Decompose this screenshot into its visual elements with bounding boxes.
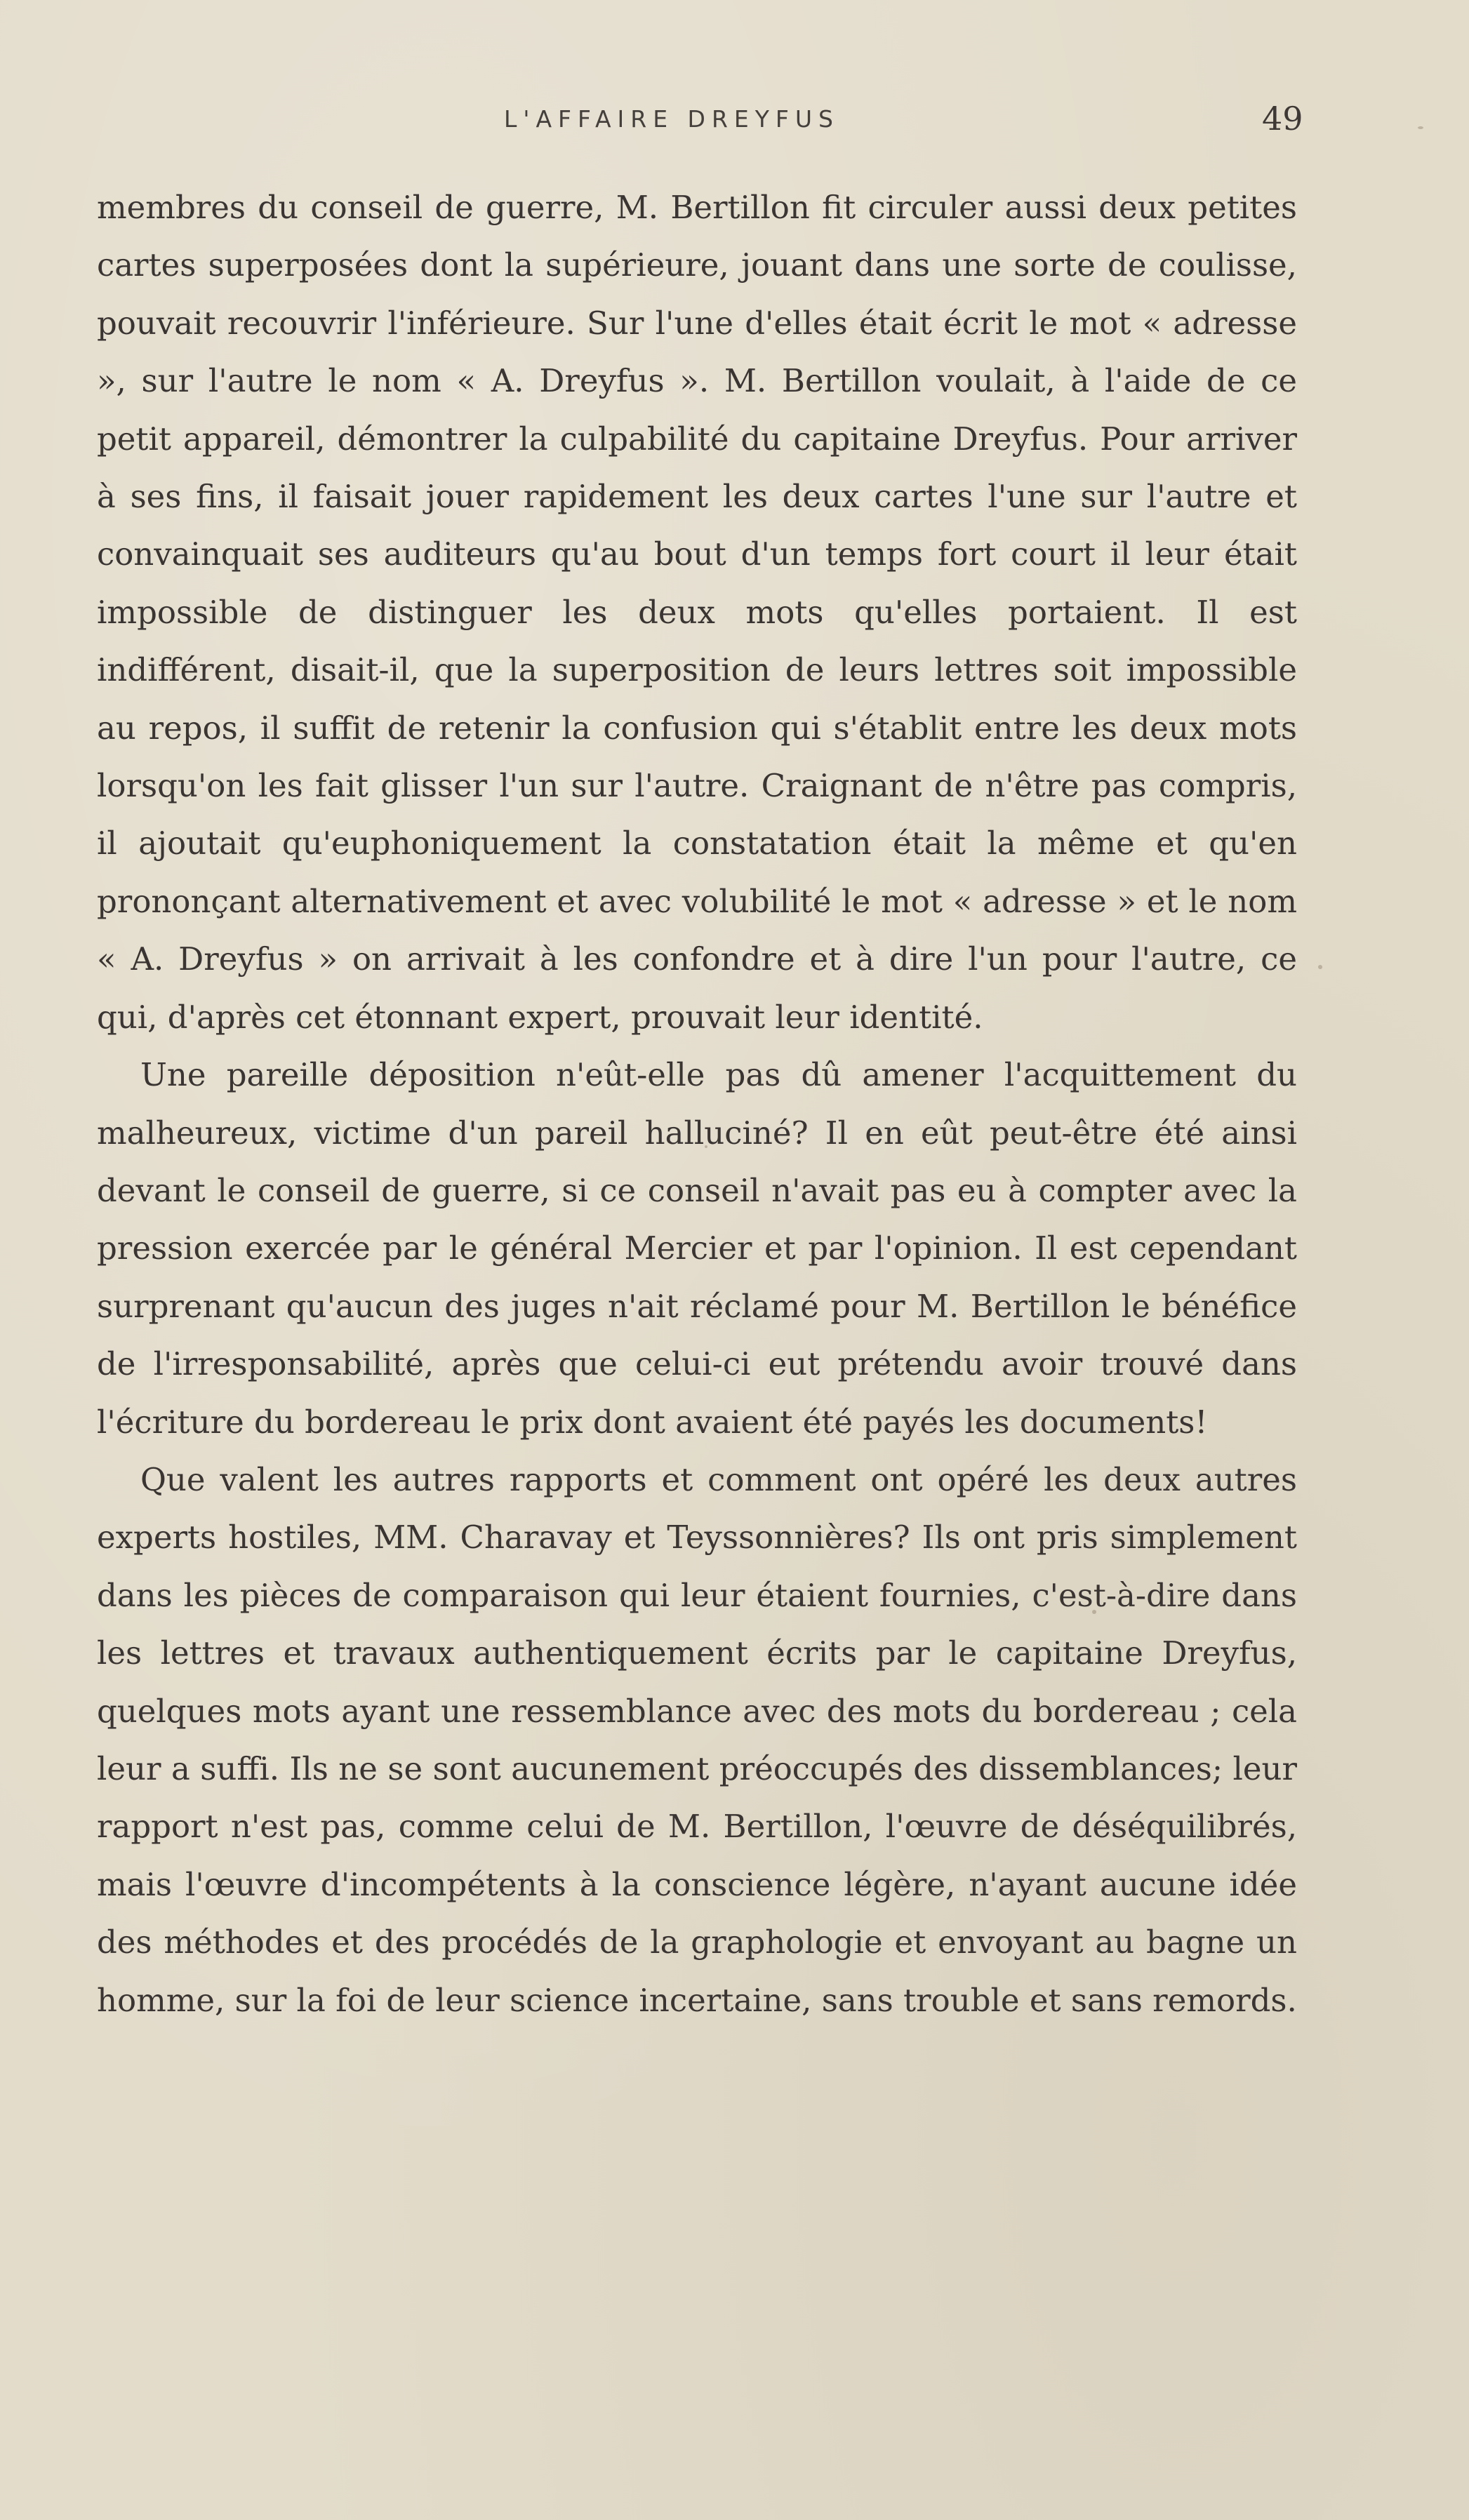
paper-speck: [1318, 965, 1322, 969]
paragraph-continuation: membres du conseil de guerre, M. Bertillon fit circuler aussi deux petites cartes superposées dont la supérieure, jouant dans une sorte de coulisse, pouvait recouvrir l'inférieure. Sur l'une d'elles était écrit le mot « adresse », sur l'autre le nom « A. Dreyfus ». M. Bertillon voulait, à l'aide de ce petit appareil, démontrer la culpabilité du capitaine Dreyfus. Pour arriver à ses fins, il faisait jouer rapidement les deux cartes l'une sur l'autre et convainquait ses auditeurs qu'au bout d'un temps fort court il leur était impossible de distinguer les deux mots qu'elles portaient. Il est indifférent, disait-il, que la superposition de leurs lettres soit impossible au repos, il suffit de retenir la confusion qui s'établit entre les deux mots lorsqu'on les fait glisser l'un sur l'autre. Craignant de n'être pas compris, il ajoutait qu'euphoniquement la constatation était la même et qu'en prononçant alternativement et avec volubilité le mot « adresse » et le nom « A. Dreyfus » on arrivait à les confondre et à dire l'un pour l'autre, ce qui, d'après cet étonnant expert, prouvait leur identité.: [97, 189, 1297, 1036]
page-number: 49: [1262, 100, 1303, 138]
paper-speck: [705, 1145, 707, 1148]
running-head: [0, 100, 1469, 142]
paragraph-deposition: Une pareille déposition n'eût-elle pas dû amener l'acquittement du malheureux, victime d'un pareil halluciné? Il en eût peut-être été ainsi devant le conseil de guerre, si ce conseil n'avait pas eu à compter avec la pression exercée par le général Mercier et par l'opinion. Il est cependant surprenant qu'aucun des juges n'ait réclamé pour M. Bertillon le bénéfice de l'irresponsabilité, après que celui-ci eut prétendu avoir trouvé dans l'écriture du bordereau le prix dont avaient été payés les documents!: [97, 1056, 1297, 1441]
running-title: L'AFFAIRE DREYFUS: [504, 105, 839, 133]
paper-speck: [1092, 1610, 1096, 1614]
paper-speck: [1418, 126, 1423, 129]
paragraph-experts: Que valent les autres rapports et comment ont opéré les deux autres experts hostiles, MM. Charavay et Teyssonnières? Ils ont pris simplement dans les pièces de comparaison qui leur étaient fournies, c'est-à-dire dans les lettres et travaux authentiquement écrits par le capitaine Dreyfus, quelques mots ayant une ressemblance avec des mots du bordereau ; cela leur a suffi. Ils ne se sont aucunement préoccupés des dissemblances; leur rapport n'est pas, comme celui de M. Bertillon, l'œuvre de déséquilibrés, mais l'œuvre d'incompétents à la conscience légère, n'ayant aucune idée des méthodes et des procédés de la graphologie et envoyant au bagne un homme, sur la foi de leur science incertaine, sans trouble et sans remords.: [97, 1460, 1297, 2019]
body-text: [97, 179, 1297, 2029]
